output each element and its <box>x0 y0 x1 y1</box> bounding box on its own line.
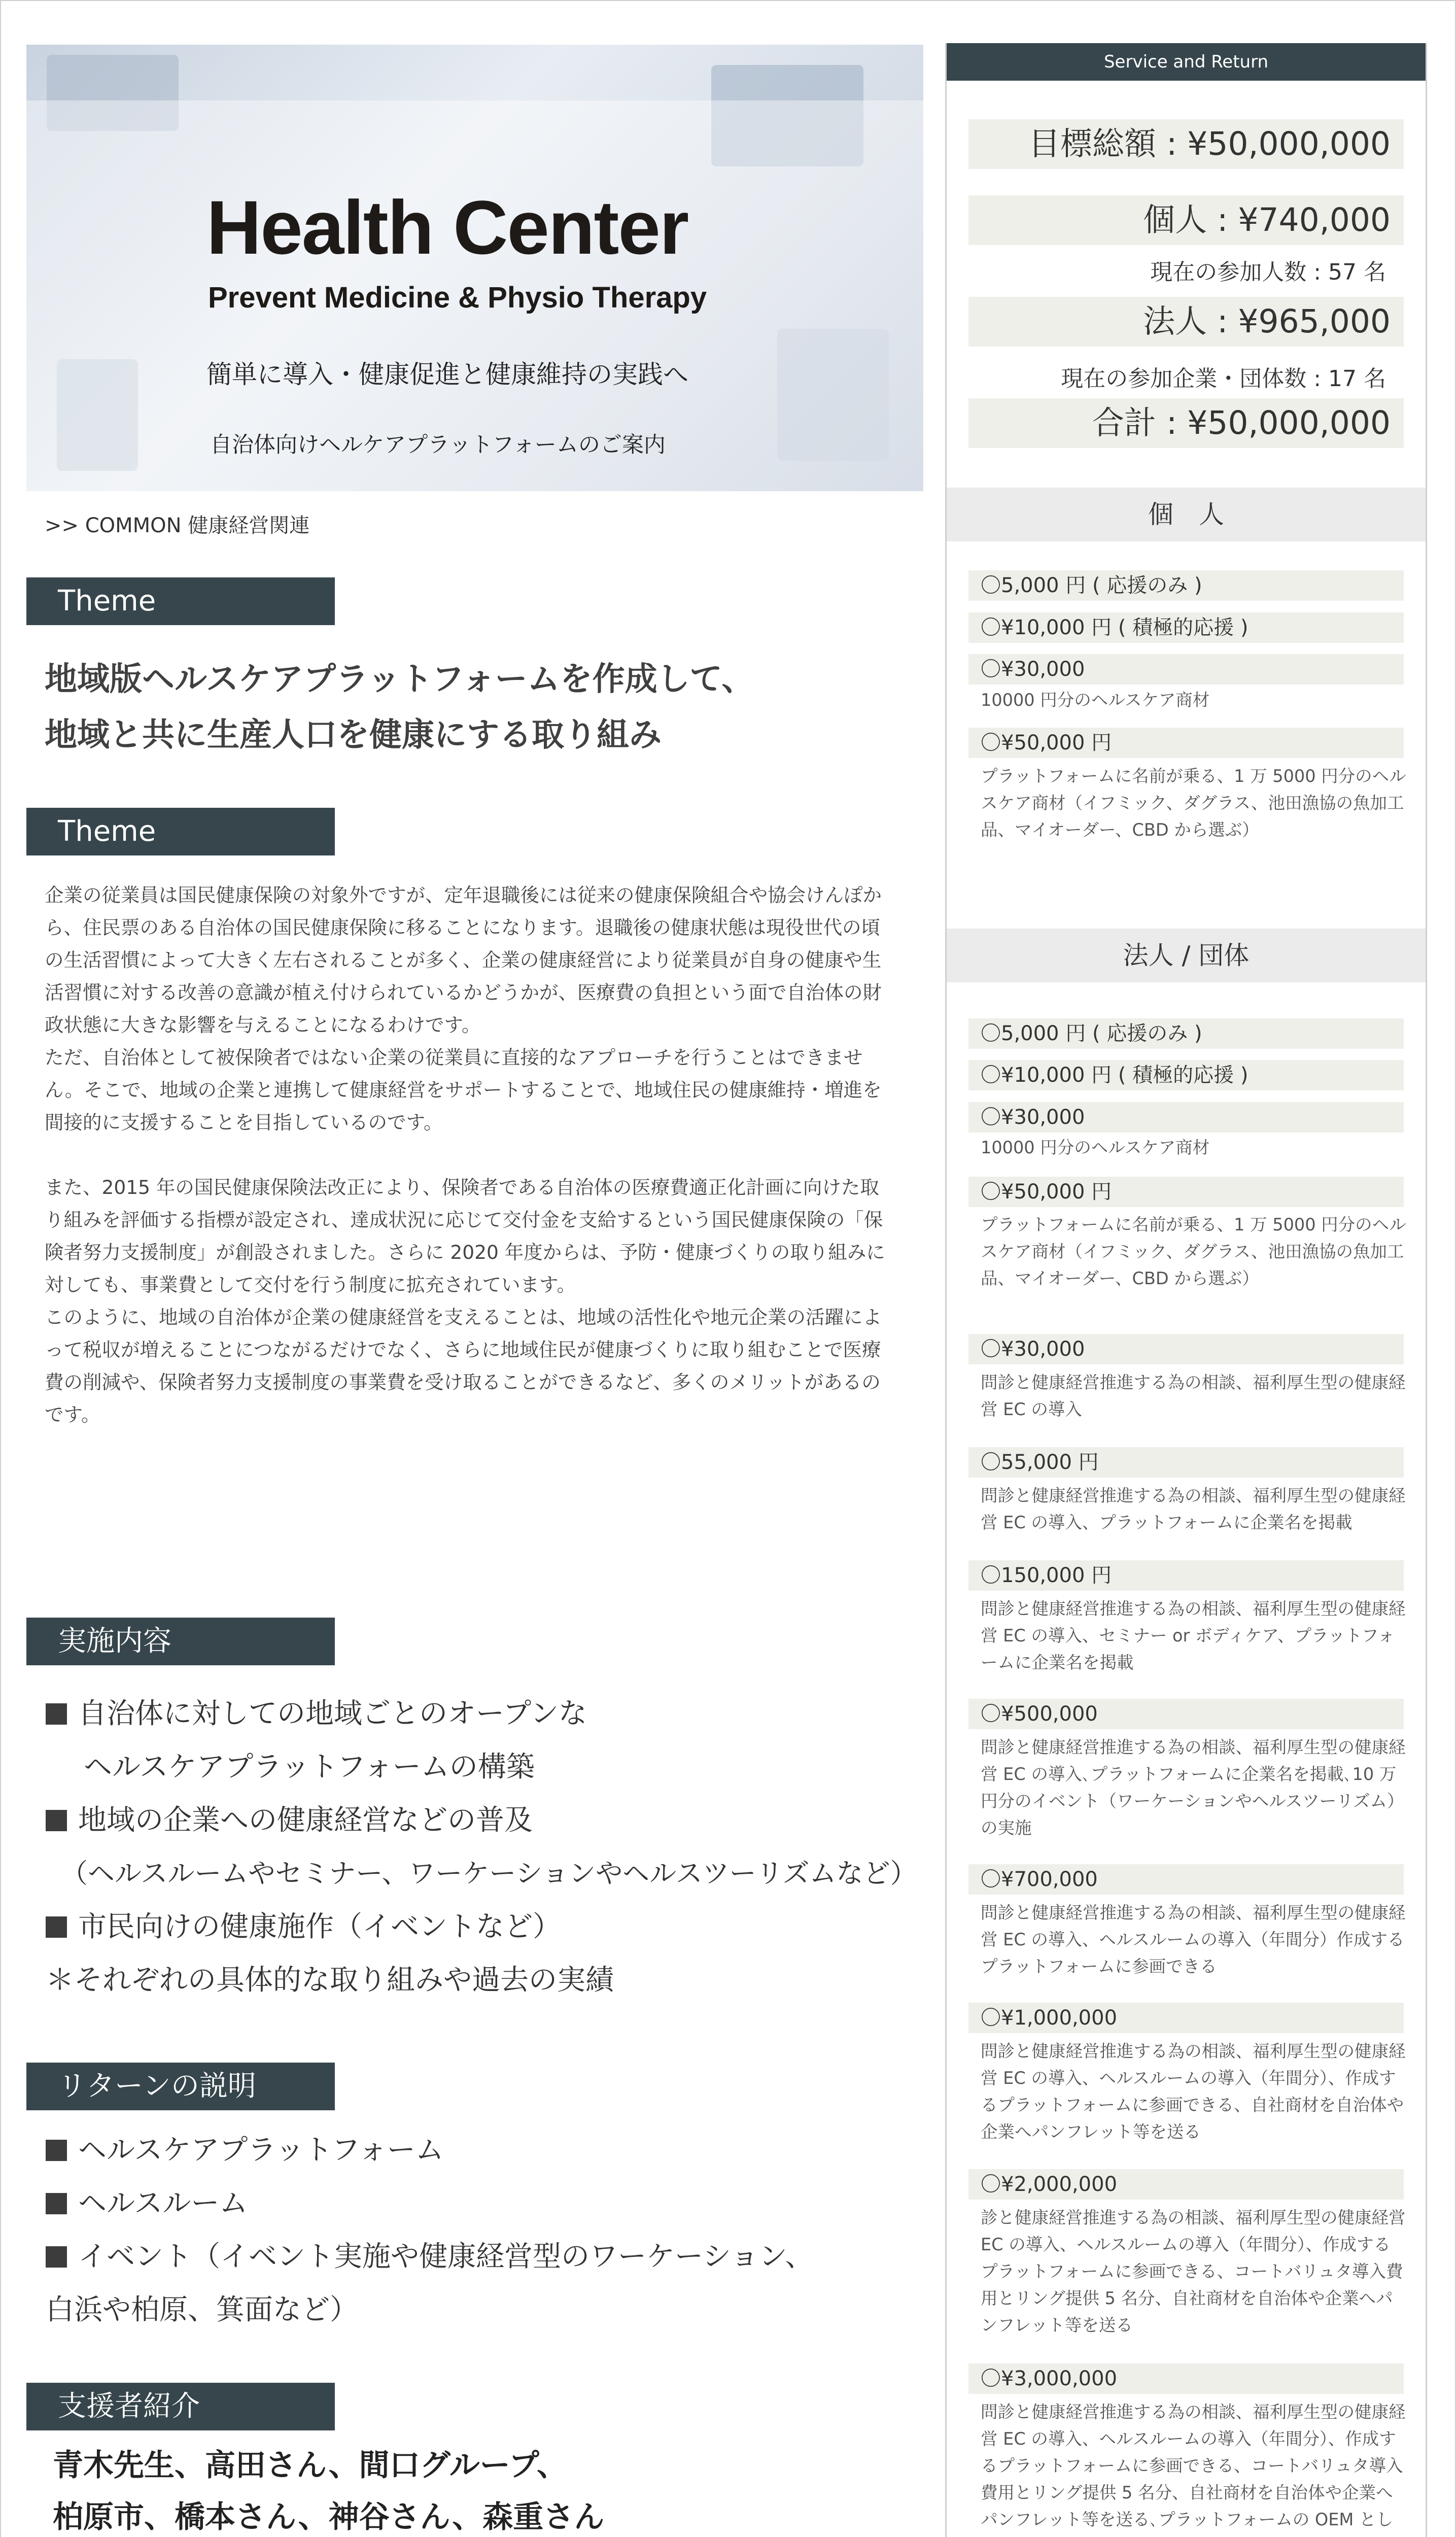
list-item: ヘルスルーム <box>46 2177 813 2230</box>
returns-list <box>46 2123 813 2337</box>
list-item: 白浜や柏原、箕面など） <box>46 2293 358 2326</box>
list-item: 地域の企業への健康経営などの普及 <box>46 1794 917 1847</box>
section-heading-implementation: 実施内容 <box>26 1618 335 1665</box>
sidebar-header: Service and Return <box>947 43 1426 81</box>
corporate-option[interactable]: 〇¥3,000,000 <box>968 2363 1404 2394</box>
individual-count: 現在の参加人数 : 57 名 <box>1150 259 1386 285</box>
corporate-option[interactable]: 〇¥2,000,000 <box>968 2169 1404 2200</box>
option-description: 10000 円分のヘルスケア商材 <box>981 1138 1210 1157</box>
list-item: 市民向けの健康施作（イベントなど） <box>46 1900 917 1953</box>
individual-option[interactable]: 〇5,000 円 ( 応援のみ ) <box>968 570 1404 601</box>
section-heading-theme-2: Theme <box>26 808 335 855</box>
theme-lead-line: 地域版ヘルスケアプラットフォームを作成して、 <box>45 661 754 698</box>
corporate-option[interactable]: 〇¥1,000,000 <box>968 2003 1404 2033</box>
supporters-line: 青木先生、高田さん、間口グループ、 <box>53 2448 567 2483</box>
supporters-list <box>53 2440 604 2537</box>
option-description: 問診と健康経営推進する為の相談、福利厚生型の健康経営 EC の導入 <box>981 1373 1406 1419</box>
goal-total: 目標総額 : ¥50,000,000 <box>968 119 1404 169</box>
theme-paragraph: 企業の従業員は国民健康保険の対象外ですが、定年退職後には従来の健康保険組合や協会けんぽから、住民票のある自治体の国民健康保険に移ることになります。退職後の健康状態は現役世代の頃の生活習慣によって大きく左右されることが多く、企業の健康経営により従業員が自身の健康や生活習慣に対する改善の意識が植え付けられているかどうかが、医療費の負担という面で自治体の財政状態に大きな影響を与えることになるわけです。 <box>45 884 882 1036</box>
corporate-count: 現在の参加企業・団体数 : 17 名 <box>1061 366 1386 392</box>
hero-banner <box>26 45 923 491</box>
corporate-option[interactable]: 〇150,000 円 <box>968 1560 1404 1591</box>
service-return-sidebar <box>945 43 1427 2537</box>
option-description: 診と健康経営推進する為の相談、福利厚生型の健康経営 EC の導入、ヘルスルームの導入（年間分）、作成するプラットフォームに参画できる、コートバリュタ導入費用とリング提供 5 名分、自社商材を自治体や企業へパンフレット等を送る <box>981 2208 1406 2335</box>
list-item: イベント（イベント実施や健康経営型のワーケーション、 <box>46 2230 813 2283</box>
list-item: （ヘルスルームやセミナー、ワーケーションやヘルスツーリズムなど） <box>61 1858 917 1889</box>
corporate-option[interactable]: 〇¥30,000 <box>968 1334 1404 1364</box>
list-item: ヘルスケアプラットフォーム <box>46 2123 813 2177</box>
square-bullet-icon <box>46 2140 67 2161</box>
corporate-option[interactable]: 〇¥500,000 <box>968 1699 1404 1729</box>
paragraph-spacer <box>45 1139 897 1171</box>
square-bullet-icon <box>46 1916 67 1938</box>
list-item: ヘルスケアプラットフォームの構築 <box>84 1751 535 1784</box>
theme-lead <box>45 652 754 763</box>
square-bullet-icon <box>46 1810 67 1831</box>
implementation-list <box>46 1687 917 2007</box>
breadcrumb[interactable]: >> COMMON 健康経営関連 <box>45 514 310 537</box>
theme-body <box>45 879 897 1431</box>
hero-title: Health Center <box>206 185 688 270</box>
corporate-option[interactable]: 〇¥700,000 <box>968 1864 1404 1895</box>
section-heading-returns: リターンの説明 <box>26 2063 335 2110</box>
individual-option[interactable]: 〇¥50,000 円 <box>968 728 1404 758</box>
option-description: 10000 円分のヘルスケア商材 <box>981 690 1210 710</box>
section-heading-supporters: 支援者紹介 <box>26 2383 335 2430</box>
option-description: 問診と健康経営推進する為の相談、福利厚生型の健康経営 EC の導入､プラットフォームに企業名を掲載､10 万円分のイベント（ワーケーションやヘルスツーリズム）の実施 <box>981 1737 1406 1838</box>
option-description: 問診と健康経営推進する為の相談、福利厚生型の健康経営 EC の導入、プラットフォームに企業名を掲載 <box>981 1486 1406 1532</box>
individual-option[interactable]: 〇¥30,000 <box>968 654 1404 684</box>
corporate-heading: 法人 / 団体 <box>947 929 1426 982</box>
supporters-line: 柏原市、橋本さん、神谷さん、森重さん <box>53 2499 605 2535</box>
hero-caption: 自治体向けヘルケアプラットフォームのご案内 <box>210 432 666 458</box>
option-description: プラットフォームに名前が乗る、1 万 5000 円分のヘルスケア商材（イフミック、ダグラス、池田漁協の魚加工品、マイオーダー、CBD から選ぶ） <box>981 766 1406 840</box>
option-description: 問診と健康経営推進する為の相談、福利厚生型の健康経営 EC の導入、ヘルスルームの導入（年間分）、作成するプラットフォームに参画できる、コートバリュタ導入費用とリング提供 5 名分、自社商材を自治体や企業へパンフレット等を送る､プラットフォームの OEM とし <box>981 2402 1406 2529</box>
corporate-total: 法人 : ¥965,000 <box>968 297 1404 347</box>
section-heading-theme: Theme <box>26 577 335 625</box>
grand-total: 合計 : ¥50,000,000 <box>968 398 1404 448</box>
individual-option[interactable]: 〇¥10,000 円 ( 積極的応援 ) <box>968 612 1404 643</box>
theme-paragraph: ただ、自治体として被保険者ではない企業の従業員に直接的なアプローチを行うことはできません。そこで、地域の企業と連携して健康経営をサポートすることで、地域住民の健康維持・増進を間接的に支援することを目指しているのです。 <box>45 1046 882 1134</box>
theme-paragraph: このように、地域の自治体が企業の健康経営を支えることは、地域の活性化や地元企業の活躍によって税収が増えることにつながるだけでなく、さらに地域住民が健康づくりに取り組むことで医療費の削減や、保険者努力支援制度の事業費を受け取ることができるなど、多くのメリットがあるのです。 <box>45 1306 882 1426</box>
hero-subtitle: Prevent Medicine & Physio Therapy <box>208 281 707 314</box>
list-item: 自治体に対しての地域ごとのオープンな <box>46 1687 917 1740</box>
option-description: プラットフォームに名前が乗る、1 万 5000 円分のヘルスケア商材（イフミック、ダグラス、池田漁協の魚加工品、マイオーダー、CBD から選ぶ） <box>981 1215 1406 1288</box>
theme-paragraph: また、2015 年の国民健康保険法改正により、保険者である自治体の医療費適正化計画に向けた取り組みを評価する指標が設定され、達成状況に応じて交付金を支給するという国民健康保険の「保険者努力支援制度」が創設されました。さらに 2020 年度からは、予防・健康づくりの取り組みに対しても、事業費として交付を行う制度に拡充されています。 <box>45 1176 885 1296</box>
corporate-option[interactable]: 〇¥10,000 円 ( 積極的応援 ) <box>968 1060 1404 1090</box>
individual-total: 個人 : ¥740,000 <box>968 195 1404 245</box>
corporate-option[interactable]: 〇¥50,000 円 <box>968 1177 1404 1207</box>
hero-tagline: 簡単に導入・健康促進と健康維持の実践へ <box>206 360 688 389</box>
corporate-option[interactable]: 〇5,000 円 ( 応援のみ ) <box>968 1018 1404 1049</box>
square-bullet-icon <box>46 1703 67 1725</box>
option-description: 問診と健康経営推進する為の相談、福利厚生型の健康経営 EC の導入、ヘルスルームの導入（年間分）、作成するプラットフォームに参画できる、自社商材を自治体や企業へパンフレット等を送る <box>981 2041 1406 2142</box>
individual-heading: 個 人 <box>947 488 1426 541</box>
square-bullet-icon <box>46 2246 67 2268</box>
square-bullet-icon <box>46 2193 67 2214</box>
list-item: ＊それぞれの具体的な取り組みや過去の実績 <box>46 1964 614 1997</box>
option-description: 問診と健康経営推進する為の相談、福利厚生型の健康経営 EC の導入、ヘルスルームの導入（年間分）作成するプラットフォームに参画できる <box>981 1903 1406 1976</box>
theme-lead-line: 地域と共に生産人口を健康にする取り組み <box>45 716 662 754</box>
corporate-option[interactable]: 〇55,000 円 <box>968 1447 1404 1478</box>
option-description: 問診と健康経営推進する為の相談、福利厚生型の健康経営 EC の導入、セミナー or ボディケア、プラットフォームに企業名を掲載 <box>981 1599 1406 1672</box>
corporate-option[interactable]: 〇¥30,000 <box>968 1102 1404 1133</box>
